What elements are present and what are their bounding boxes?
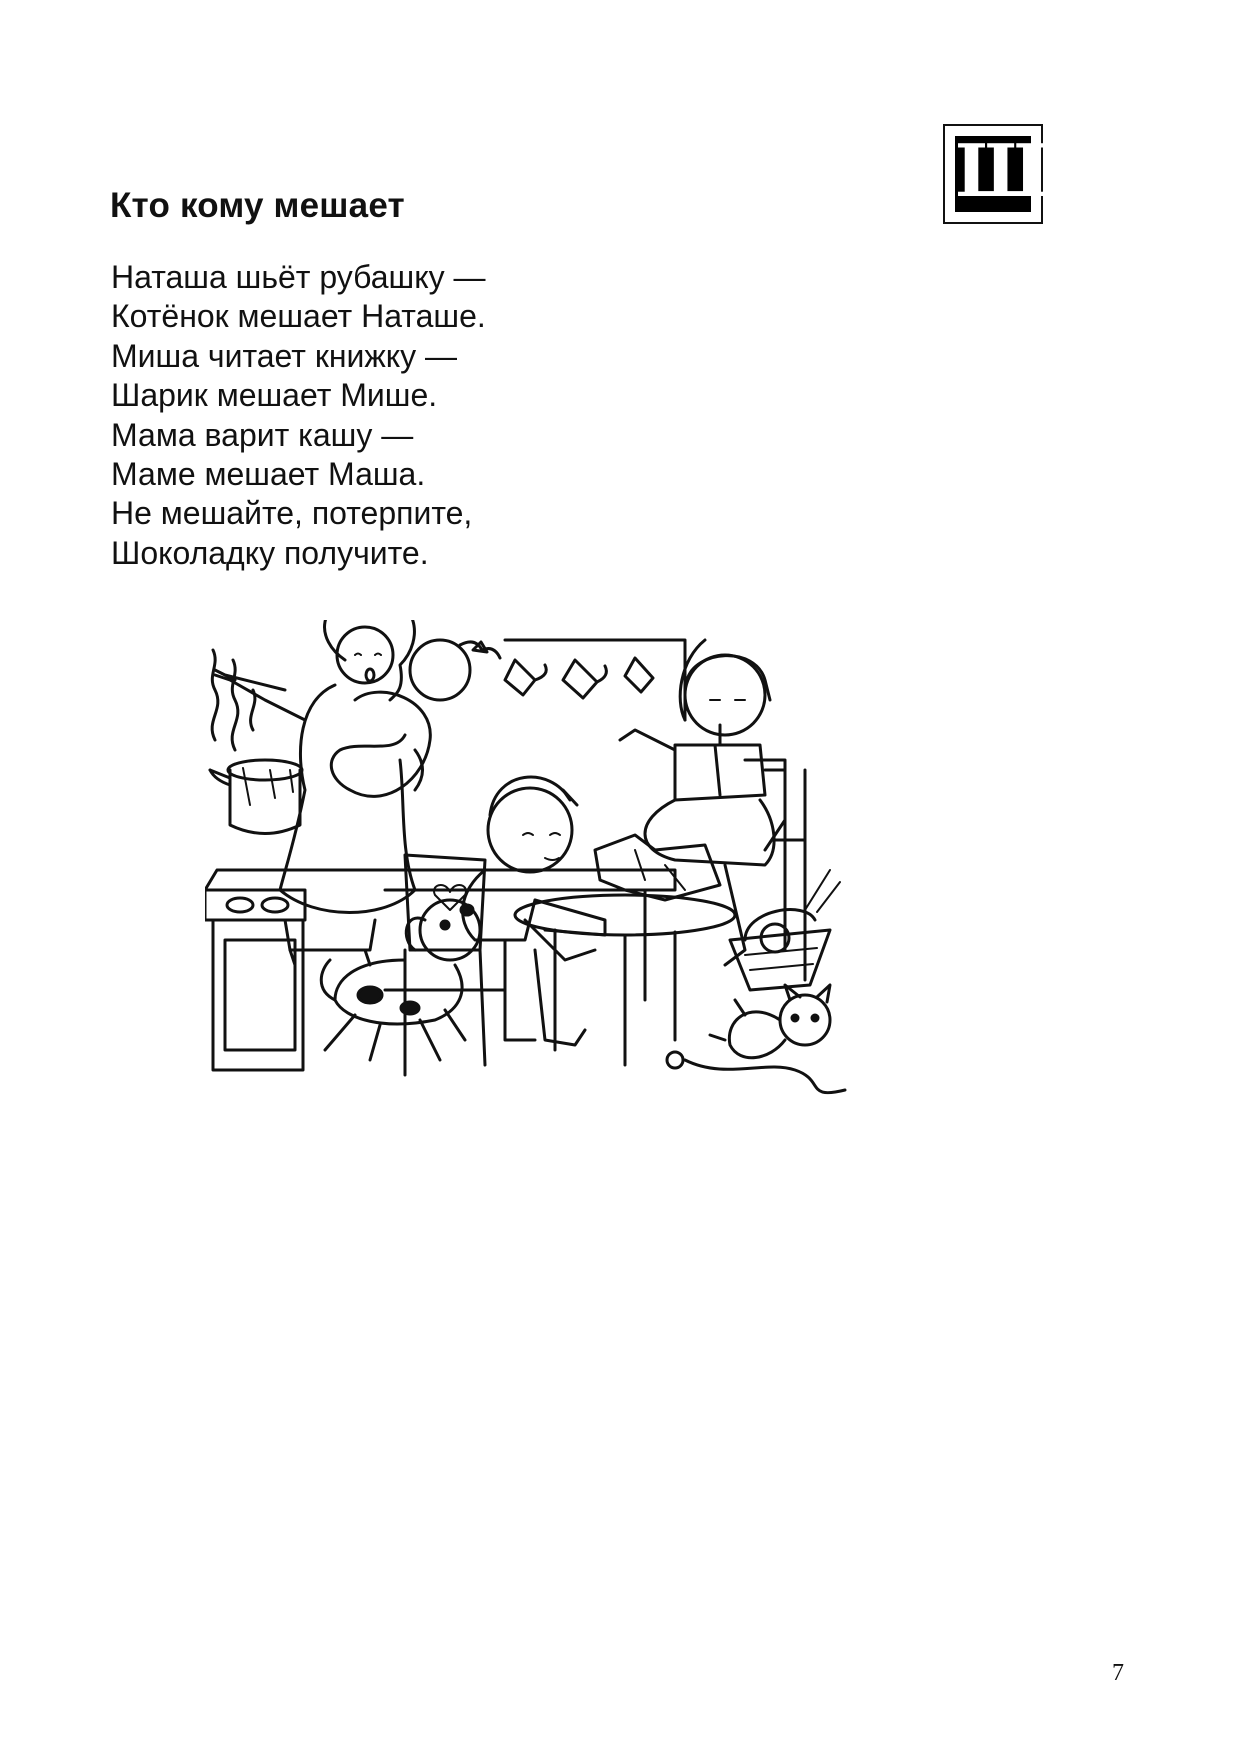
poem-line: Маме мешает Маша. [111, 456, 426, 493]
letter-badge [943, 124, 1047, 224]
poem-line: Шоколадку получите. [111, 534, 429, 571]
poem-line: Миша читает книжку — [111, 337, 458, 374]
kitten-figure [710, 985, 830, 1058]
poem-line: Наташа шьёт рубашку — [111, 259, 486, 295]
boy-figure [463, 777, 605, 1045]
chair-icon [385, 855, 505, 1075]
baby-figure [331, 640, 500, 796]
page-number: 7 [1112, 1660, 1124, 1686]
mother-figure [215, 620, 415, 965]
mugs-icon [505, 658, 653, 698]
pot-icon [210, 760, 302, 834]
kitchen-illustration [205, 620, 965, 1210]
steam-icon [212, 650, 255, 750]
counter-icon [385, 640, 685, 1000]
page-title: Кто кому мешает [110, 186, 405, 225]
poem-line: Котёнок мешает Наташе. [111, 298, 486, 335]
letter-badge-glyph: Ш [955, 128, 1047, 213]
poem-line: Мама варит кашу — [111, 416, 414, 453]
poem-line: Не мешайте, потерпите, [111, 495, 473, 532]
poem-line: Шарик мешает Мише. [111, 377, 438, 414]
poem [111, 258, 486, 573]
dog-figure [321, 900, 480, 1060]
